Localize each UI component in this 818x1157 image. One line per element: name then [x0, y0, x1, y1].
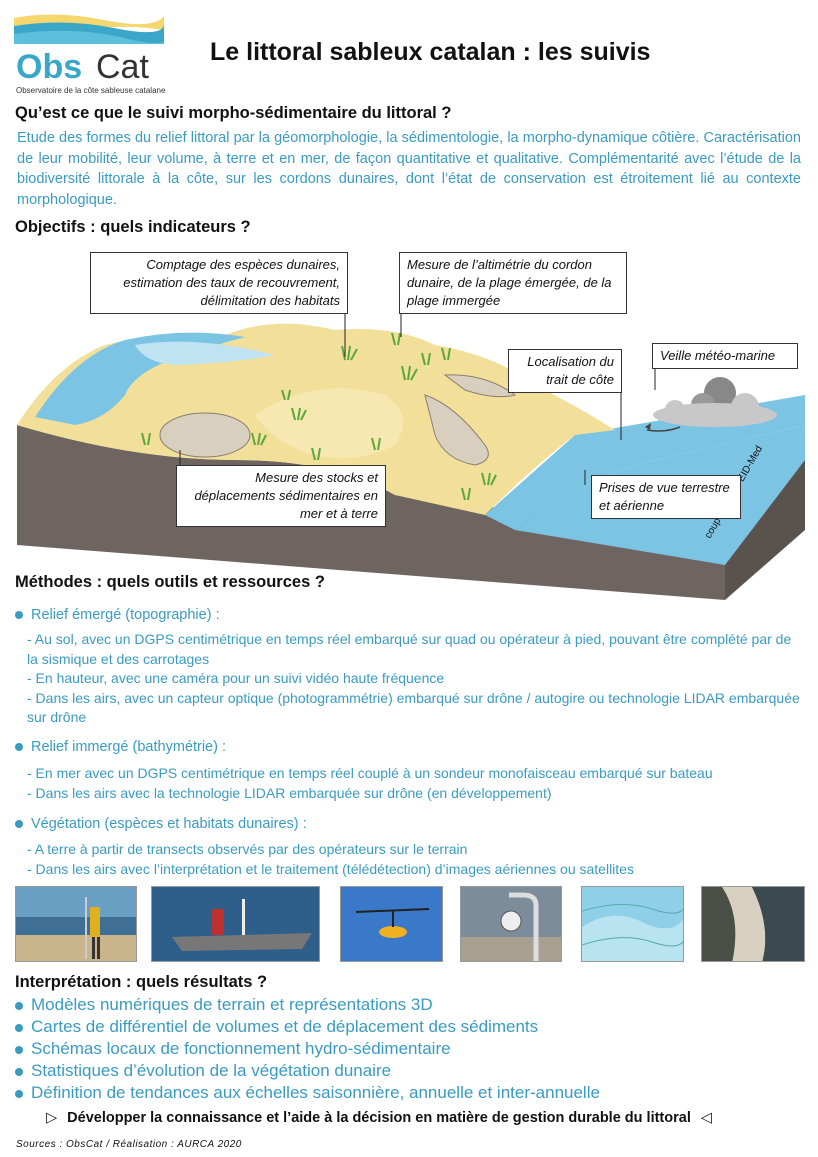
what-heading: Qu’est ce que le suivi morpho-sédimentaire du littoral ?: [15, 104, 452, 122]
logo-subtitle: Observatoire de la côte sableuse catalane: [16, 86, 166, 95]
bullet-dot-icon: [15, 1068, 23, 1076]
wave-logo-icon: [14, 12, 164, 44]
label-altimetrie: Mesure de l’altimétrie du cordon dunaire, de la plage émergée, de la plage immergée: [399, 252, 627, 314]
label-meteo: Veille météo-marine: [652, 343, 798, 369]
result-item: Cartes de différentiel de volumes et de déplacement des sédiments: [15, 1017, 538, 1037]
obscat-logo: [14, 12, 174, 95]
bullet-dot-icon: [15, 1090, 23, 1098]
triangle-left-icon: ◁: [700, 1110, 713, 1126]
triangle-right-icon: ▷: [46, 1110, 58, 1126]
bullet-dot-icon: [15, 743, 23, 751]
objectives-heading: Objectifs : quels indicateurs ?: [15, 218, 251, 236]
logo-obs-text: Obs: [16, 48, 83, 86]
sources-credit: Sources : ObsCat / Réalisation : AURCA 2020: [16, 1139, 242, 1150]
photo-satellite-image: [701, 886, 805, 962]
method-item: - Au sol, avec un DGPS centimétrique en temps réel embarqué sur quad ou opérateur à pied, pouvant être complété par de la sismique et des carrotages: [27, 631, 792, 667]
photo-survey-boat: [151, 886, 320, 962]
cloud-icon: [653, 377, 777, 427]
method-immerge-items: [27, 764, 802, 803]
result-item: Statistiques d’évolution de la végétation dunaire: [15, 1061, 391, 1081]
label-stocks: Mesure des stocks et déplacements sédimentaires en mer et à terre: [176, 465, 386, 527]
interpretation-heading: Interprétation : quels résultats ?: [15, 973, 268, 991]
intro-paragraph: Etude des formes du relief littoral par la géomorphologie, la sédimentologie, la morpho-dynamique côtière. Caractérisation de leur mobilité, leur volume, à terre et en mer, de façon quantitative et qualitative. Complémentarité avec l’étude de la biodiversité littorale à la côte, sur les cordons dunaires, dont l’état de conservation est étroitement lié au contexte morphologique.: [17, 130, 801, 208]
bullet-dot-icon: [15, 1002, 23, 1010]
label-trait-de-cote: Localisation du trait de côte: [508, 349, 622, 393]
method-emerge-items: [27, 630, 802, 728]
coastal-block-diagram: [15, 245, 805, 600]
conclusion-line: [46, 1110, 712, 1126]
method-vegetation-items: [27, 840, 802, 879]
photo-autogyro: [340, 886, 443, 962]
result-item: Définition de tendances aux échelles saisonnière, annuelle et inter-annuelle: [15, 1083, 600, 1103]
page-title: Le littoral sableux catalan : les suivis: [210, 38, 651, 66]
conclusion-text: Développer la connaissance et l’aide à la décision en matière de gestion durable du littoral: [67, 1110, 691, 1126]
result-item: Modèles numériques de terrain et représentations 3D: [15, 995, 433, 1015]
method-item: - Dans les airs avec l’interprétation et le traitement (télédétection) d’images aériennes ou satellites: [27, 860, 634, 877]
bullet-dot-icon: [15, 1024, 23, 1032]
label-prises-de-vue: Prises de vue terrestre et aérienne: [591, 475, 741, 519]
bullet-dot-icon: [15, 611, 23, 619]
photo-bathymetry-map: [581, 886, 684, 962]
logo-cat-text: Cat: [96, 48, 149, 86]
method-item: - A terre à partir de transects observés par des opérateurs sur le terrain: [27, 841, 468, 857]
dune-depression-left: [160, 413, 250, 457]
result-item: Schémas locaux de fonctionnement hydro-sédimentaire: [15, 1039, 451, 1059]
method-item: - Dans les airs avec la technologie LIDAR embarquée sur drône (en développement): [27, 784, 552, 801]
method-group-vegetation: Végétation (espèces et habitats dunaires) :: [15, 816, 307, 832]
method-group-emerge: Relief émergé (topographie) :: [15, 607, 220, 623]
method-item: - Dans les airs, avec un capteur optique (photogrammétrie) embarqué sur drône / autogire ou technologie LIDAR embarquée sur drône: [27, 689, 800, 725]
photo-video-camera: [460, 886, 562, 962]
methods-heading: Méthodes : quels outils et ressources ?: [15, 573, 325, 591]
label-comptage: Comptage des espèces dunaires, estimation des taux de recouvrement, délimitation des habitats: [90, 252, 348, 314]
method-item: - En mer avec un DGPS centimétrique en temps réel couplé à un sondeur monofaisceau embarqué sur bateau: [27, 765, 713, 781]
diagram-credit: coupe EID-Med: [703, 444, 766, 541]
photo-gps-operator: [15, 886, 137, 962]
bullet-dot-icon: [15, 820, 23, 828]
bullet-dot-icon: [15, 1046, 23, 1054]
method-item: - En hauteur, avec une caméra pour un suivi vidéo haute fréquence: [27, 670, 445, 686]
method-group-immerge: Relief immergé (bathymétrie) :: [15, 739, 226, 755]
